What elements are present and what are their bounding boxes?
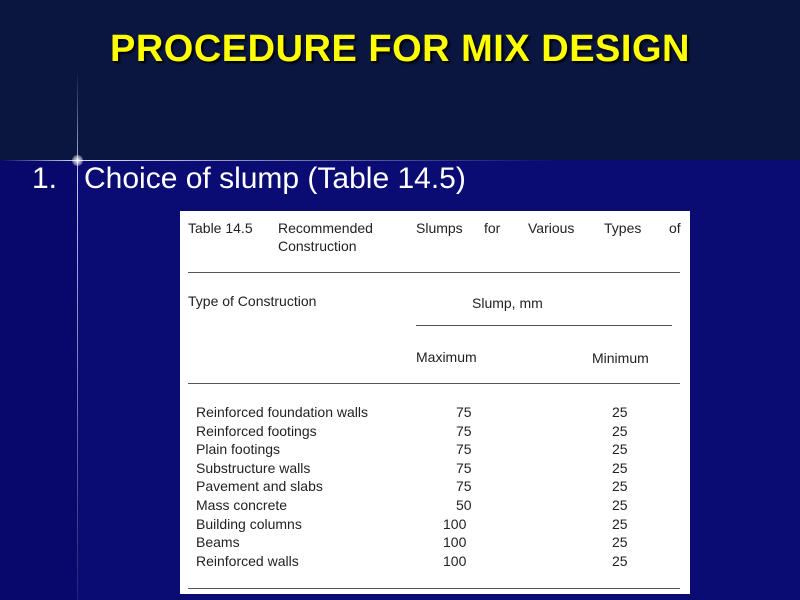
table-row-max: 100 [443, 534, 467, 551]
list-item-number: 1. [32, 162, 58, 195]
table-row-name: Building columns [196, 515, 302, 532]
slump-table [180, 211, 690, 594]
table-row-min: 25 [612, 404, 628, 420]
title-band [0, 0, 800, 160]
table-row-min: 25 [612, 441, 628, 458]
table-rule-header [188, 383, 680, 384]
table-caption-word: Various [528, 220, 575, 236]
table-row-min: 25 [612, 534, 628, 551]
table-caption-word: of [669, 220, 681, 236]
table-row-min: 25 [612, 478, 628, 495]
table-row-max: 75 [456, 441, 472, 458]
table-row-name: Mass concrete [196, 497, 288, 513]
table-row-max: 75 [456, 422, 472, 439]
table-row-max: 75 [456, 478, 472, 495]
column-header-type: Type of Construction [188, 293, 317, 309]
table-row-min: 25 [612, 459, 628, 476]
table-row-min: 25 [612, 552, 628, 569]
table-row-max: 75 [456, 459, 472, 476]
table-row-max: 100 [443, 552, 467, 569]
list-item [32, 162, 466, 196]
table-row-name: Plain footings [196, 441, 281, 458]
table-rule-slump [416, 325, 672, 326]
table-caption-word: Recommended [278, 220, 373, 236]
list-item-text: Choice of slump (Table 14.5) [84, 162, 466, 195]
table-row-max: 75 [456, 404, 472, 420]
table-row-name: Pavement and slabs [196, 478, 323, 495]
table-rule-bottom [188, 588, 680, 589]
table-row-min: 25 [612, 515, 628, 532]
table-row-name: Reinforced walls [196, 552, 299, 569]
table-caption-number: Table 14.5 [188, 220, 253, 236]
decorative-vertical-line [77, 70, 78, 600]
table-caption-line2: Construction [278, 238, 357, 254]
table-rule-top [188, 272, 680, 273]
table-row-max: 50 [456, 497, 472, 513]
table-caption-word: Types [604, 220, 642, 236]
decorative-horizontal-line [0, 160, 560, 161]
table-row-name: Reinforced footings [196, 422, 317, 439]
table-row-max: 100 [443, 515, 467, 532]
column-header-slump: Slump, mm [472, 295, 543, 311]
left-strip [0, 160, 78, 600]
table-row-min: 25 [612, 422, 628, 439]
table-caption-word: Slumps [416, 220, 463, 236]
column-header-max: Maximum [416, 349, 477, 365]
slide-title: PROCEDURE FOR MIX DESIGN [110, 28, 690, 70]
table-caption-word: for [484, 220, 501, 236]
column-header-min: Minimum [592, 350, 649, 366]
table-row-name: Substructure walls [196, 459, 311, 476]
table-row-name: Beams [196, 534, 240, 551]
table-row-min: 25 [612, 497, 628, 513]
table-row-name: Reinforced foundation walls [196, 404, 368, 420]
